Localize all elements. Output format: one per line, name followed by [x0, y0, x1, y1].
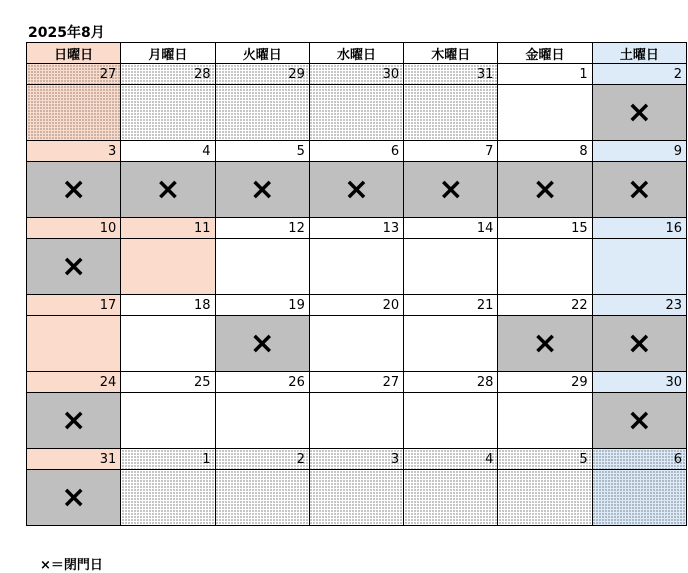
open-day-cell: [121, 239, 215, 295]
closed-day-legend: ×＝閉門日: [40, 558, 103, 573]
day-number: 26: [215, 372, 309, 393]
closed-day-mark: ×: [592, 85, 686, 141]
open-day-cell: [309, 316, 403, 372]
weekday-friday: 金曜日: [498, 43, 592, 64]
open-day-cell: [309, 239, 403, 295]
day-number: 18: [121, 295, 215, 316]
closed-day-mark: ×: [498, 316, 592, 372]
day-number: 13: [309, 218, 403, 239]
day-number: 1: [498, 64, 592, 85]
day-number: 5: [215, 141, 309, 162]
day-number: 12: [215, 218, 309, 239]
day-number: 22: [498, 295, 592, 316]
day-status-row: [27, 162, 687, 218]
weekday-thursday: 木曜日: [404, 43, 498, 64]
day-number: 29: [498, 372, 592, 393]
closed-day-mark: ×: [27, 239, 121, 295]
day-number: 1: [121, 449, 215, 470]
date-number-row: [27, 218, 687, 239]
date-number-row: [27, 64, 687, 85]
day-number: 30: [592, 372, 686, 393]
day-number: 16: [592, 218, 686, 239]
open-day-cell: [215, 393, 309, 449]
other-month-cell: [498, 470, 592, 526]
other-month-cell: [404, 85, 498, 141]
closed-day-mark: ×: [498, 162, 592, 218]
day-number: 31: [27, 449, 121, 470]
day-number: 7: [404, 141, 498, 162]
day-number: 21: [404, 295, 498, 316]
day-number: 5: [498, 449, 592, 470]
other-month-cell: [309, 470, 403, 526]
closed-day-mark: ×: [592, 316, 686, 372]
other-month-cell: [309, 85, 403, 141]
open-day-cell: [404, 393, 498, 449]
day-number: 2: [592, 64, 686, 85]
open-day-cell: [498, 239, 592, 295]
open-day-cell: [121, 393, 215, 449]
open-day-cell: [215, 239, 309, 295]
closed-day-mark: ×: [27, 393, 121, 449]
day-number: 28: [121, 64, 215, 85]
day-number: 14: [404, 218, 498, 239]
day-number: 4: [121, 141, 215, 162]
open-day-cell: [592, 239, 686, 295]
day-number: 3: [27, 141, 121, 162]
closed-day-mark: ×: [27, 470, 121, 526]
day-number: 11: [121, 218, 215, 239]
date-number-row: [27, 141, 687, 162]
closed-day-mark: ×: [215, 162, 309, 218]
day-number: 3: [309, 449, 403, 470]
day-number: 25: [121, 372, 215, 393]
other-month-cell: [121, 470, 215, 526]
open-day-cell: [498, 393, 592, 449]
day-number: 27: [309, 372, 403, 393]
day-number: 20: [309, 295, 403, 316]
weekday-sunday: 日曜日: [27, 43, 121, 64]
open-day-cell: [404, 239, 498, 295]
closed-day-mark: ×: [592, 162, 686, 218]
day-number: 9: [592, 141, 686, 162]
day-number: 23: [592, 295, 686, 316]
date-number-row: [27, 449, 687, 470]
day-number: 28: [404, 372, 498, 393]
day-number: 8: [498, 141, 592, 162]
day-number: 6: [592, 449, 686, 470]
weekday-wednesday: 水曜日: [309, 43, 403, 64]
day-status-row: [27, 85, 687, 141]
day-number: 24: [27, 372, 121, 393]
open-day-cell: [404, 316, 498, 372]
weekday-tuesday: 火曜日: [215, 43, 309, 64]
calendar-grid: [26, 42, 687, 526]
day-number: 29: [215, 64, 309, 85]
other-month-cell: [215, 470, 309, 526]
closed-day-mark: ×: [404, 162, 498, 218]
closed-day-mark: ×: [215, 316, 309, 372]
day-status-row: [27, 470, 687, 526]
calendar-title: 2025年8月: [28, 25, 105, 41]
weekday-header-row: [27, 43, 687, 64]
date-number-row: [27, 295, 687, 316]
open-day-cell: [121, 316, 215, 372]
weekday-saturday: 土曜日: [592, 43, 686, 64]
day-number: 31: [404, 64, 498, 85]
other-month-cell: [27, 85, 121, 141]
day-status-row: [27, 316, 687, 372]
day-number: 2: [215, 449, 309, 470]
other-month-cell: [592, 470, 686, 526]
open-day-cell: [27, 316, 121, 372]
other-month-cell: [121, 85, 215, 141]
day-number: 15: [498, 218, 592, 239]
day-number: 27: [27, 64, 121, 85]
day-number: 6: [309, 141, 403, 162]
open-day-cell: [309, 393, 403, 449]
day-number: 4: [404, 449, 498, 470]
weekday-monday: 月曜日: [121, 43, 215, 64]
other-month-cell: [215, 85, 309, 141]
day-number: 10: [27, 218, 121, 239]
day-status-row: [27, 239, 687, 295]
closed-day-mark: ×: [121, 162, 215, 218]
day-number: 19: [215, 295, 309, 316]
closed-day-mark: ×: [592, 393, 686, 449]
other-month-cell: [404, 470, 498, 526]
closed-day-mark: ×: [27, 162, 121, 218]
open-day-cell: [498, 85, 592, 141]
day-number: 30: [309, 64, 403, 85]
day-status-row: [27, 393, 687, 449]
closed-day-mark: ×: [309, 162, 403, 218]
date-number-row: [27, 372, 687, 393]
day-number: 17: [27, 295, 121, 316]
